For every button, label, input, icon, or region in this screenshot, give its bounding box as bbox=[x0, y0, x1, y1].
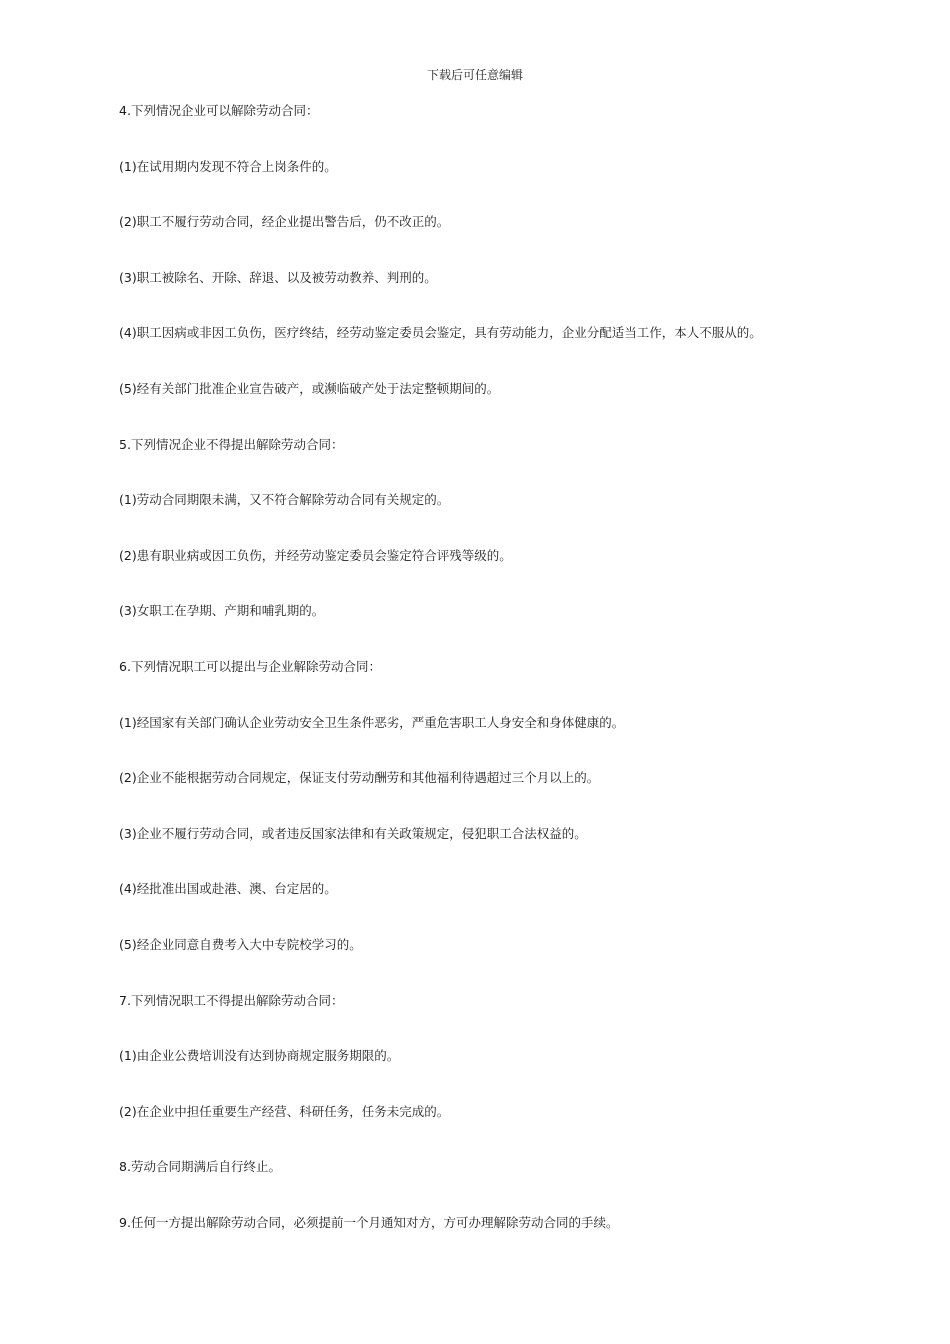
paragraph bbox=[119, 602, 919, 658]
item-text: 职工被除名、开除、辞退、以及被劳动教养、判刑的。 bbox=[136, 269, 437, 285]
paragraph bbox=[119, 491, 919, 547]
item-number: (3) bbox=[119, 603, 137, 619]
item-text: 在企业中担任重要生产经营、科研任务，任务未完成的。 bbox=[136, 1103, 450, 1119]
paragraph bbox=[119, 1214, 919, 1270]
item-text: 职工不履行劳动合同，经企业提出警告后，仍不改正的。 bbox=[136, 214, 450, 230]
item-text: 患有职业病或因工负伤，并经劳动鉴定委员会鉴定符合评残等级的。 bbox=[136, 547, 512, 563]
paragraph bbox=[119, 992, 919, 1048]
item-number: 7. bbox=[119, 992, 131, 1008]
item-text: 下列情况企业可以解除劳动合同： bbox=[130, 103, 319, 118]
item-number: (2) bbox=[119, 214, 137, 230]
paragraph bbox=[119, 1158, 919, 1214]
paragraph bbox=[119, 936, 919, 992]
item-text: 下列情况企业不得提出解除劳动合同： bbox=[130, 436, 344, 452]
item-number: (2) bbox=[119, 547, 137, 563]
item-number: (4) bbox=[119, 881, 137, 897]
paragraph bbox=[119, 102, 919, 158]
item-number: (1) bbox=[119, 714, 137, 730]
paragraph bbox=[119, 436, 919, 492]
item-text: 任何一方提出解除劳动合同，必须提前一个月通知对方，方可办理解除劳动合同的手续。 bbox=[130, 1214, 619, 1230]
paragraph bbox=[119, 880, 919, 936]
item-number: (1) bbox=[119, 158, 137, 174]
paragraph bbox=[119, 1103, 919, 1159]
paragraph bbox=[119, 213, 919, 269]
item-number: 6. bbox=[119, 658, 131, 674]
item-number: (2) bbox=[119, 1103, 137, 1119]
item-text: 下列情况职工可以提出与企业解除劳动合同： bbox=[130, 658, 381, 674]
paragraph bbox=[119, 825, 919, 881]
item-text: 下列情况职工不得提出解除劳动合同： bbox=[130, 992, 344, 1008]
item-number: (1) bbox=[119, 1048, 137, 1064]
item-text: 经国家有关部门确认企业劳动安全卫生条件恶劣，严重危害职工人身安全和身体健康的。 bbox=[136, 714, 625, 730]
item-text: 经批准出国或赴港、澳、台定居的。 bbox=[136, 881, 337, 897]
item-text: 劳动合同期满后自行终止。 bbox=[130, 1159, 281, 1175]
document-body bbox=[119, 102, 919, 1269]
page-header: 下载后可任意编辑 bbox=[426, 68, 523, 82]
paragraph bbox=[119, 158, 919, 214]
item-number: (3) bbox=[119, 269, 137, 285]
item-text: 劳动合同期限未满，又不符合解除劳动合同有关规定的。 bbox=[136, 492, 450, 508]
item-number: 8. bbox=[119, 1159, 131, 1175]
item-number: (3) bbox=[119, 825, 137, 841]
paragraph bbox=[119, 324, 919, 380]
paragraph bbox=[119, 547, 919, 603]
item-number: (1) bbox=[119, 492, 137, 508]
paragraph bbox=[119, 769, 919, 825]
item-number: 9. bbox=[119, 1214, 131, 1230]
item-text: 经企业同意自费考入大中专院校学习的。 bbox=[136, 936, 362, 952]
item-text: 企业不能根据劳动合同规定，保证支付劳动酬劳和其他福利待遇超过三个月以上的。 bbox=[136, 770, 600, 786]
paragraph bbox=[119, 269, 919, 325]
item-text: 女职工在孕期、产期和哺乳期的。 bbox=[136, 603, 325, 619]
item-number: 5. bbox=[119, 436, 131, 452]
item-text: 经有关部门批准企业宣告破产，或濒临破产处于法定整顿期间的。 bbox=[136, 380, 500, 396]
item-text: 职工因病或非因工负伤，医疗终结，经劳动鉴定委员会鉴定，具有劳动能力，企业分配适当工作，本人不服从的。 bbox=[136, 325, 762, 341]
item-number: (2) bbox=[119, 770, 137, 786]
item-number: 4. bbox=[119, 103, 131, 118]
paragraph bbox=[119, 380, 919, 436]
item-number: (5) bbox=[119, 936, 137, 952]
item-number: (5) bbox=[119, 380, 137, 396]
paragraph bbox=[119, 658, 919, 714]
paragraph bbox=[119, 714, 919, 770]
item-text: 由企业公费培训没有达到协商规定服务期限的。 bbox=[136, 1048, 400, 1064]
item-text: 企业不履行劳动合同，或者违反国家法律和有关政策规定，侵犯职工合法权益的。 bbox=[136, 825, 587, 841]
paragraph bbox=[119, 1047, 919, 1103]
item-text: 在试用期内发现不符合上岗条件的。 bbox=[136, 158, 337, 174]
item-number: (4) bbox=[119, 325, 137, 341]
